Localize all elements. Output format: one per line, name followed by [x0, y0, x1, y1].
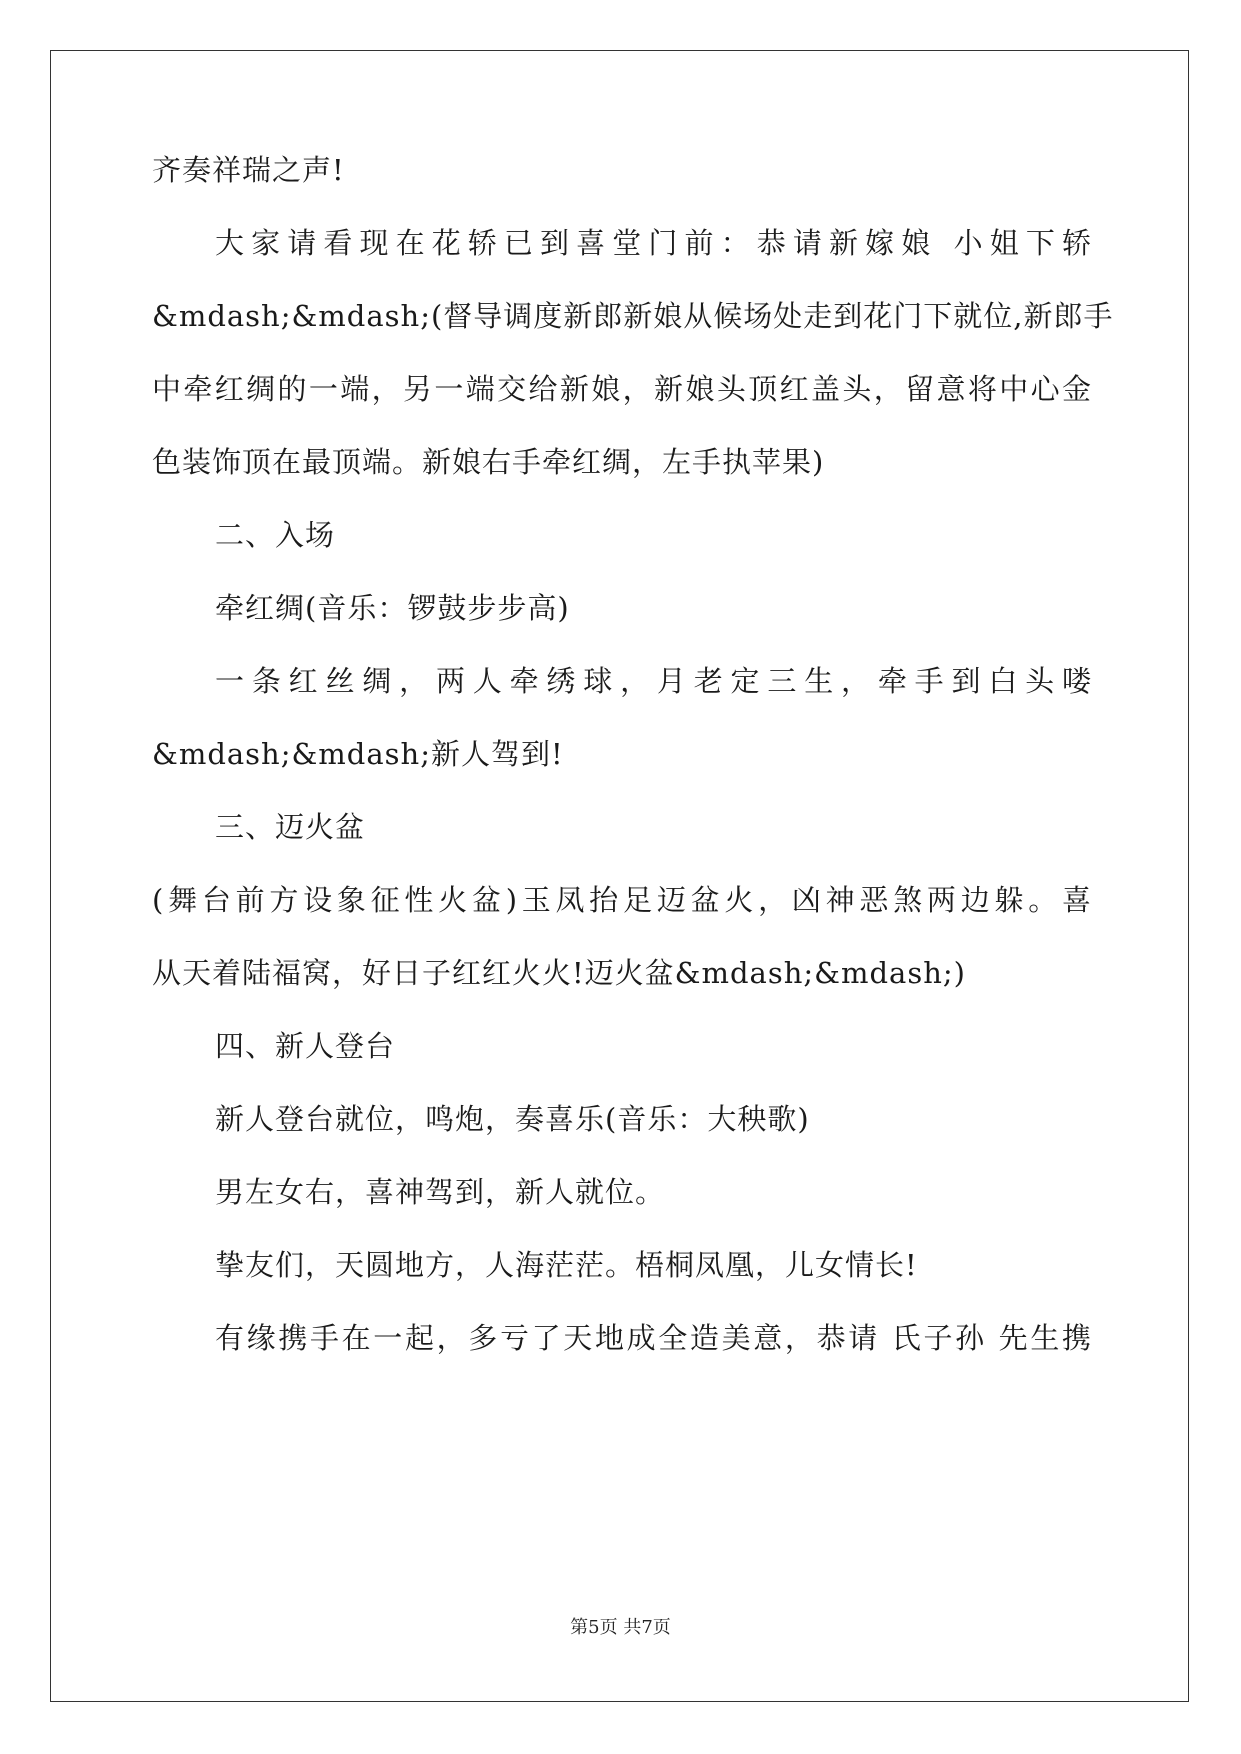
- text-line: 齐奏祥瑞之声!: [152, 153, 345, 187]
- text-line: 中牵红绸的一端，另一端交给新娘，新娘头顶红盖头，留意将中心金: [152, 372, 1092, 406]
- section-heading: 二、入场: [215, 518, 336, 552]
- text-line: &mdash;&mdash;(督导调度新郎新娘从候场处走到花门下就位,新郎手: [152, 299, 1114, 333]
- text-line: 大家请看现在花轿已到喜堂门前：恭请新嫁娘 小姐下轿: [215, 226, 1092, 260]
- text-line: 一条红丝绸，两人牵绣球，月老定三生，牵手到白头喽: [215, 664, 1092, 698]
- text-line: 牵红绸(音乐：锣鼓步步高): [215, 591, 570, 625]
- text-line: 挚友们，天圆地方，人海茫茫。梧桐凤凰，儿女情长!: [215, 1248, 918, 1282]
- text-line: 男左女右，喜神驾到，新人就位。: [215, 1175, 666, 1209]
- section-heading: 四、新人登台: [215, 1029, 396, 1063]
- page-footer: 第5页 共7页: [570, 1617, 671, 1638]
- text-line: 新人登台就位，鸣炮，奏喜乐(音乐：大秧歌): [215, 1102, 810, 1136]
- text-line: 有缘携手在一起，多亏了天地成全造美意，恭请 氏子孙 先生携: [215, 1321, 1092, 1355]
- text-line: (舞台前方设象征性火盆)玉凤抬足迈盆火，凶神恶煞两边躲。喜: [152, 883, 1092, 917]
- text-line: &mdash;&mdash;新人驾到!: [152, 737, 564, 771]
- text-line: 色装饰顶在最顶端。新娘右手牵红绸，左手执苹果): [152, 445, 825, 479]
- text-line: 从天着陆福窝，好日子红红火火!迈火盆&mdash;&mdash;): [152, 956, 966, 990]
- section-heading: 三、迈火盆: [215, 810, 366, 844]
